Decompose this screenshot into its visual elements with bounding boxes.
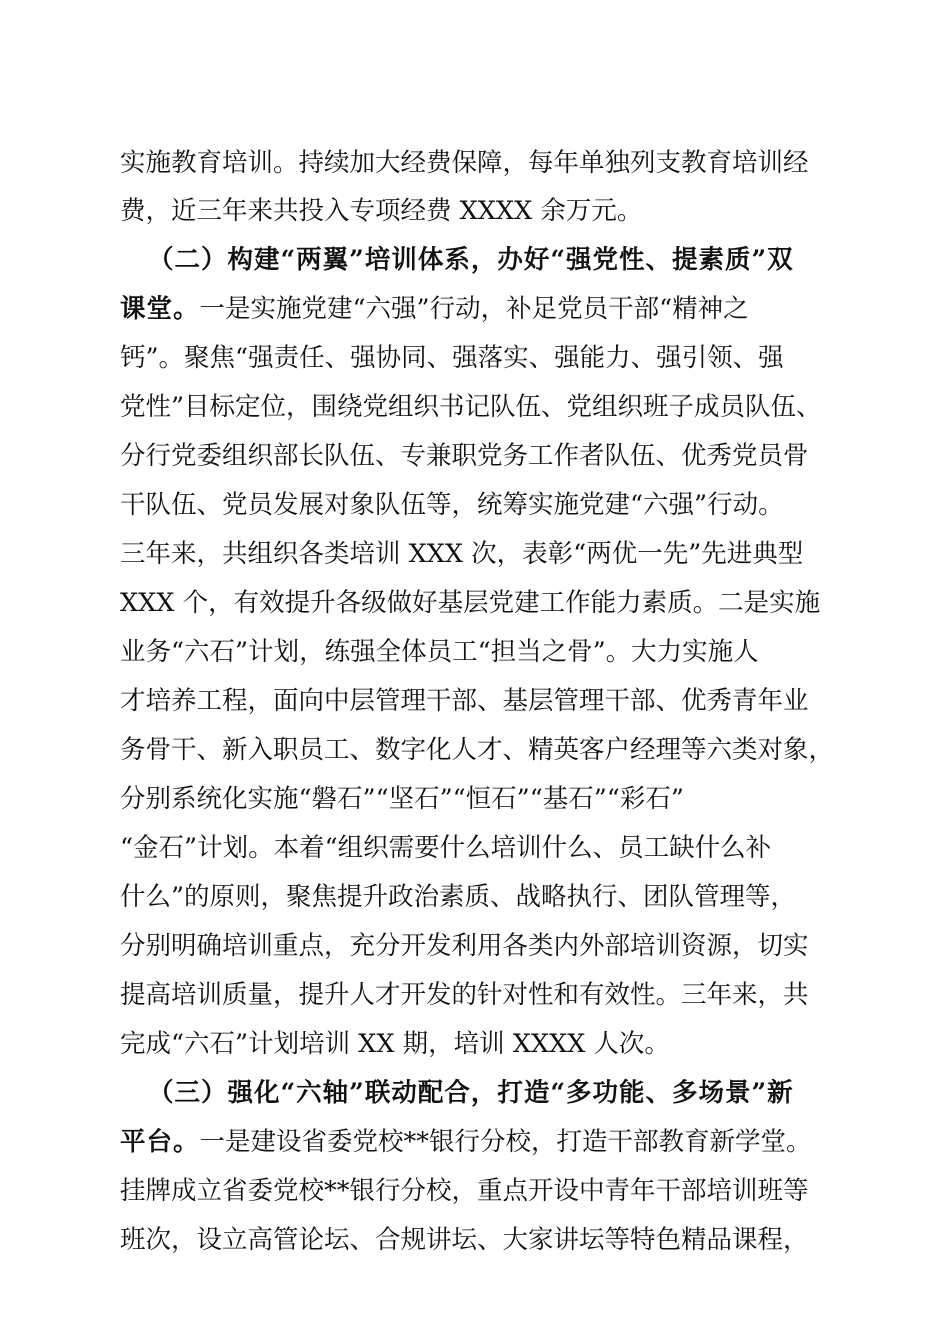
section-heading-3	[148, 1075, 794, 1111]
text-line	[120, 732, 834, 768]
heading-run: （二）构建“两翼”培训体系，办好“强党性、提素质”双	[148, 245, 794, 275]
text-run: “金石”计划。本着“组织需要什么培训什么、员工缺什么补	[120, 833, 772, 863]
text-run: 分行党委组织部长队伍、专兼职党务工作者队伍、优秀党员骨	[120, 441, 809, 471]
section-heading-2	[148, 242, 794, 278]
text-run: 班次，设立高管论坛、合规讲坛、大家讲坛等特色精品课程，	[120, 1225, 809, 1255]
text-line	[120, 1222, 809, 1258]
text-run: 费，近三年来共投入专项经费 XXXX 余万元。	[120, 196, 643, 226]
text-run: 党性”目标定位，围绕党组织书记队伍、党组织班子成员队伍、	[120, 392, 822, 422]
text-run: 分别系统化实施“磐石”“坚石”“恒石”“基石”“彩石”	[120, 784, 684, 814]
text-line	[120, 193, 642, 229]
heading-run: 平台。	[120, 1127, 200, 1157]
text-run: 一是建设省委党校**银行分校，打造干部教育新学堂。	[199, 1127, 812, 1157]
text-run: 实施教育培训。持续加大经费保障，每年单独列支教育培训经	[120, 148, 809, 178]
heading-run: 课堂。	[120, 294, 200, 324]
text-run: 一是实施党建“六强”行动，补足党员干部“精神之	[199, 294, 749, 324]
text-line	[120, 1124, 812, 1160]
text-line	[120, 585, 820, 621]
text-line	[120, 1173, 809, 1209]
text-run: 挂牌成立省委党校**银行分校，重点开设中青年干部培训班等	[120, 1176, 809, 1206]
text-line	[120, 438, 809, 474]
heading-run: （三）强化“六轴”联动配合，打造“多功能、多场景”新	[148, 1078, 794, 1108]
text-line	[120, 977, 809, 1013]
text-line	[120, 145, 809, 181]
text-line	[120, 1026, 670, 1062]
text-line	[120, 536, 803, 572]
text-run: 钙”。聚焦“强责任、强协同、强落实、强能力、强引领、强	[120, 343, 784, 373]
text-line	[120, 879, 796, 915]
text-run: 分别明确培训重点，充分开发利用各类内外部培训资源，切实	[120, 931, 809, 961]
text-line	[120, 781, 684, 817]
text-run: 三年来，共组织各类培训 XXX 次，表彰“两优一先”先进典型	[120, 539, 804, 569]
text-line	[120, 683, 809, 719]
text-line	[120, 928, 809, 964]
text-run: 干队伍、党员发展对象队伍等，统筹实施党建“六强”行动。	[120, 490, 784, 520]
text-run: XXX 个，有效提升各级做好基层党建工作能力素质。二是实施	[120, 588, 821, 618]
text-line	[120, 634, 759, 670]
text-line	[120, 487, 784, 523]
text-run: 务骨干、新入职员工、数字化人才、精英客户经理等六类对象，	[120, 735, 835, 765]
text-run: 提高培训质量，提升人才开发的针对性和有效性。三年来，共	[120, 980, 809, 1010]
text-run: 完成“六石”计划培训 XX 期，培训 XXXX 人次。	[120, 1029, 670, 1059]
text-line	[120, 291, 749, 327]
text-run: 什么”的原则，聚焦提升政治素质、战略执行、团队管理等，	[120, 882, 797, 912]
text-line	[120, 340, 784, 376]
text-line	[120, 830, 771, 866]
text-line	[120, 389, 822, 425]
text-run: 业务“六石”计划，练强全体员工“担当之骨”。大力实施人	[120, 637, 759, 667]
text-run: 才培养工程，面向中层管理干部、基层管理干部、优秀青年业	[120, 686, 809, 716]
